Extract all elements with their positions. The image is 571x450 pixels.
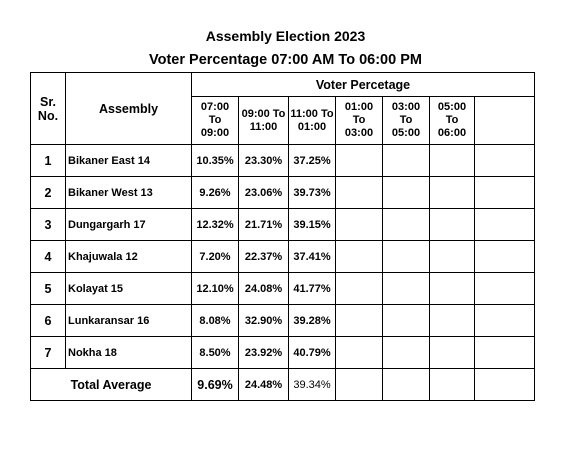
assembly-name: Bikaner West 13 [66, 177, 192, 209]
header-sr-line1: Sr. [40, 94, 56, 109]
total-value [430, 369, 475, 401]
slot-text: 05:00 [437, 101, 467, 113]
table-row [31, 177, 535, 209]
value-cell: 23.06% [239, 177, 289, 209]
row-number: 4 [31, 241, 66, 273]
value-cell: 8.50% [192, 337, 239, 369]
header-sr-line2: No. [37, 108, 59, 123]
empty-cell [475, 369, 535, 401]
empty-cell [475, 273, 535, 305]
value-cell: 41.77% [289, 273, 336, 305]
header-slot-6 [430, 97, 475, 145]
value-cell: 21.71% [239, 209, 289, 241]
header-voter-percentage: Voter Percetage [192, 73, 535, 97]
value-cell: 10.35% [192, 145, 239, 177]
value-cell [430, 209, 475, 241]
value-cell: 12.10% [192, 273, 239, 305]
header-slot-4 [336, 97, 383, 145]
total-row [31, 369, 535, 401]
value-cell [430, 305, 475, 337]
slot-text: 09:00 [200, 127, 230, 139]
total-value: 9.69% [192, 369, 239, 401]
value-cell: 22.37% [239, 241, 289, 273]
empty-cell [475, 337, 535, 369]
value-cell [383, 145, 430, 177]
value-cell: 32.90% [239, 305, 289, 337]
voter-percentage-table [30, 72, 535, 401]
assembly-name: Nokha 18 [66, 337, 192, 369]
assembly-name: Khajuwala 12 [66, 241, 192, 273]
total-value [336, 369, 383, 401]
value-cell: 9.26% [192, 177, 239, 209]
header-slot-2 [239, 97, 289, 145]
total-value: 39.34% [289, 369, 336, 401]
value-cell [383, 305, 430, 337]
value-cell: 39.28% [289, 305, 336, 337]
slot-text: 03:00 [391, 101, 421, 113]
total-label: Total Average [31, 369, 192, 401]
total-value [383, 369, 430, 401]
value-cell [430, 337, 475, 369]
value-cell: 40.79% [289, 337, 336, 369]
value-cell: 24.08% [239, 273, 289, 305]
value-cell [336, 337, 383, 369]
header-slot-1 [192, 97, 239, 145]
table-row [31, 337, 535, 369]
value-cell [430, 145, 475, 177]
slot-text: To [445, 114, 459, 126]
row-number: 2 [31, 177, 66, 209]
slot-text: 09:00 To [241, 107, 286, 120]
value-cell [430, 273, 475, 305]
slot-text: 05:00 [391, 127, 421, 139]
value-cell [383, 241, 430, 273]
value-cell: 39.15% [289, 209, 336, 241]
slot-text: 07:00 [200, 101, 230, 113]
table-row [31, 209, 535, 241]
empty-cell [475, 305, 535, 337]
empty-cell [475, 241, 535, 273]
value-cell [336, 241, 383, 273]
empty-cell [475, 145, 535, 177]
value-cell [336, 145, 383, 177]
page-subtitle: Voter Percentage 07:00 AM To 06:00 PM [149, 52, 422, 68]
value-cell [430, 177, 475, 209]
value-cell [336, 273, 383, 305]
header-sr-no [31, 73, 66, 145]
value-cell: 12.32% [192, 209, 239, 241]
value-cell: 37.41% [289, 241, 336, 273]
value-cell [336, 209, 383, 241]
table-row [31, 273, 535, 305]
value-cell: 23.30% [239, 145, 289, 177]
value-cell [336, 177, 383, 209]
value-cell [430, 241, 475, 273]
header-empty [475, 97, 535, 145]
value-cell [383, 273, 430, 305]
value-cell [383, 209, 430, 241]
header-assembly: Assembly [66, 73, 192, 145]
slot-text: To [352, 114, 366, 126]
value-cell: 7.20% [192, 241, 239, 273]
table-row [31, 241, 535, 273]
assembly-name: Lunkaransar 16 [66, 305, 192, 337]
table-row [31, 305, 535, 337]
slot-text: 11:00 To [290, 107, 334, 120]
empty-cell [475, 209, 535, 241]
assembly-name: Bikaner East 14 [66, 145, 192, 177]
row-number: 3 [31, 209, 66, 241]
header-slot-5 [383, 97, 430, 145]
value-cell [383, 337, 430, 369]
assembly-name: Dungargarh 17 [66, 209, 192, 241]
total-value: 24.48% [239, 369, 289, 401]
row-number: 6 [31, 305, 66, 337]
slot-text: To [399, 114, 413, 126]
slot-text: 11:00 [249, 120, 278, 133]
value-cell: 23.92% [239, 337, 289, 369]
value-cell: 37.25% [289, 145, 336, 177]
assembly-name: Kolayat 15 [66, 273, 192, 305]
empty-cell [475, 177, 535, 209]
page-title: Assembly Election 2023 [205, 28, 366, 44]
slot-text: 01:00 [297, 120, 327, 133]
table-row [31, 145, 535, 177]
row-number: 5 [31, 273, 66, 305]
slot-text: To [208, 114, 222, 126]
slot-text: 01:00 [344, 101, 374, 113]
row-number: 1 [31, 145, 66, 177]
row-number: 7 [31, 337, 66, 369]
value-cell [336, 305, 383, 337]
header-slot-3 [289, 97, 336, 145]
value-cell: 8.08% [192, 305, 239, 337]
slot-text: 06:00 [437, 127, 467, 139]
value-cell: 39.73% [289, 177, 336, 209]
slot-text: 03:00 [344, 127, 374, 139]
value-cell [383, 177, 430, 209]
